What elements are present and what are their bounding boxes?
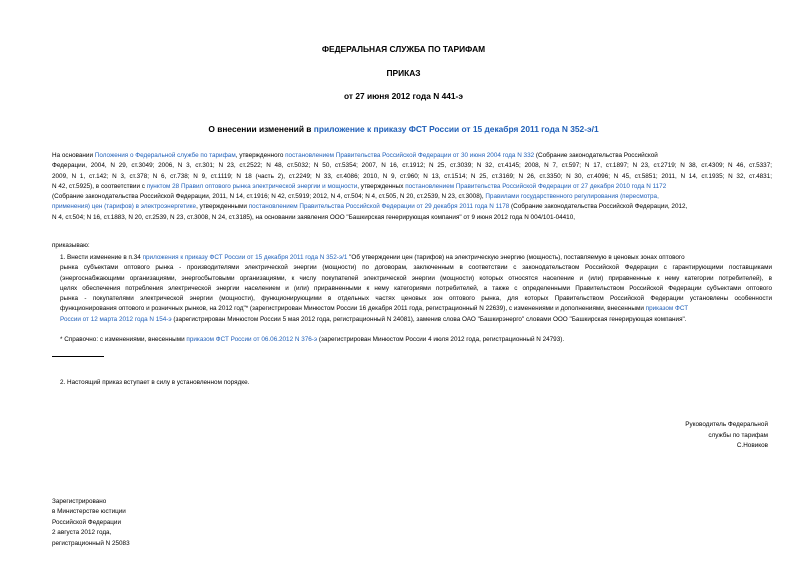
text: N 42, ст.5925), в соответствии с [52, 182, 147, 190]
text: "Об утверждении цен (тарифов) на электрическую энергию (мощность), поставляемую в ценовых зонах оптового [347, 254, 685, 261]
text: (Собрание законодательства Российской Федерации, 2011, N 14, ст.1916; N 42, ст.5919; 2012, N 4, ст.504; N 4, ст.505, N 20, ст.2539, N 23, ст.3008), [52, 193, 486, 201]
doc-type-heading: ПРИКАЗ [386, 68, 421, 78]
preamble-line-7: N 4, ст.504; N 16, ст.1883, N 20, ст.2539, N 23, ст.3008, N 24, ст.3185), на основании заявления ООО "Башкирская генерирующая компания" от 9 июня 2012 года N 004/101-04410, [52, 213, 575, 221]
doc-date: от 27 июня 2012 года N 441-э [344, 91, 463, 101]
text: , утвержденных [357, 182, 406, 190]
org-heading: ФЕДЕРАЛЬНАЯ СЛУЖБА ПО ТАРИФАМ [321, 44, 486, 54]
item-1-line-3: (энергоснабжающими организациями, энергосбытовыми организациями, к числу покупателей электрической энергии (мощности) которых относятся население и (или) приравненные к нему категории потребителей), в [60, 274, 772, 282]
link-order-154-cont[interactable]: России от 12 марта 2012 года N 154-э [60, 315, 172, 323]
item-1-line-2: рынка субъектами оптового рынка - производителями электрической энергии (мощности) по договорам, заключенным в соответствии с законодательством Российской Федерации с гарантирующими поставщиками [60, 264, 772, 272]
signature-line-2: службы по тарифам [708, 431, 768, 439]
registration-line-2: в Министерстве юстиции [52, 508, 126, 516]
footnote-divider [52, 356, 104, 357]
footnote [60, 336, 564, 343]
signature-name: С.Новиков [736, 442, 768, 449]
registration-line-5: регистрационный N 25083 [52, 539, 130, 547]
preamble-line-3: 2009, N 1, ст.142; N 3, ст.378; N 6, ст.738; N 9, ст.1119; N 18 (часть 2), ст.2249; N 33, ст.4086; 2010, N 9, ст.960; N 13, ст.1514; N 25, ст.3169; N 26, ст.3350; N 30, ст.4096; N 45, ст.5851; 2011, N 14, ст.1935; N 32, ст.4831; [52, 172, 772, 180]
signature-block [648, 420, 768, 452]
item-1-line-4: целях обеспечения потребления электрической энергии населением и (или) приравненными к нему категориями потребителей, а также с определенными Правительством Российской Федерации субъектами оптового [60, 284, 772, 292]
text: На основании [52, 152, 95, 159]
registration-line-4: 2 августа 2012 года, [52, 529, 112, 537]
link-rules-p28[interactable]: пунктом 28 Правил оптового рынка электрической энергии и мощности [146, 182, 358, 190]
text: (зарегистрирован Минюстом России 4 июля 2012 года, регистрационный N 24793). [317, 336, 565, 343]
registration-line-3: Российской Федерации [52, 518, 121, 526]
text: (зарегистрирован Минюстом России 5 мая 2012 года, регистрационный N 24081), заменив слова ОАО "Башкирэнерго" словами ООО "Башкирская генерирующая компания". [171, 315, 687, 323]
link-annex-352[interactable]: приложения к приказу ФСТ России от 15 декабря 2011 года N 352-э/1 [142, 254, 348, 261]
item-1-line-1 [60, 253, 772, 263]
text: 1. Внести изменение в п.34 [60, 254, 143, 261]
item-1-paragraph [60, 253, 772, 325]
link-order-154[interactable]: приказом ФСТ [645, 305, 689, 313]
doc-title-link[interactable]: приложение к приказу ФСТ России от 15 декабря 2011 года N 352-э/1 [313, 124, 599, 134]
item-1-line-7 [60, 315, 772, 325]
text: (Собрание законодательства Российской [534, 152, 658, 159]
link-regulation-fst[interactable]: Положения о Федеральной службе по тарифам [94, 152, 236, 159]
link-pricing-rules-cont[interactable]: применения) цен (тарифов) в электроэнергетике [52, 203, 197, 211]
item-2-paragraph: 2. Настоящий приказ вступает в силу в установленном порядке. [60, 379, 250, 386]
order-word: приказываю: [52, 242, 90, 249]
doc-title-prefix: О внесении изменений в [208, 124, 314, 134]
preamble-line-1 [52, 151, 772, 161]
link-order-376[interactable]: приказом ФСТ России от 06.06.2012 N 376-э [186, 336, 318, 343]
registration-line-1: Зарегистрировано [52, 498, 107, 505]
text: , утвержденного [235, 152, 286, 159]
item-1-line-5: рынка - покупателями электрической энергии (мощности), функционирующими в отдельных частях ценовых зон оптового рынка, для которых Правительством Российской Федерации установлены особенности [60, 295, 772, 303]
item-1-line-6 [60, 304, 772, 314]
registration-block [52, 497, 130, 549]
preamble-paragraph [52, 151, 772, 223]
preamble-line-2: Федерации, 2004, N 29, ст.3049; 2006, N 3, ст.301; N 23, ст.2522; N 48, ст.5032; N 50, ст.5354; 2007, N 16, ст.1912; N 25, ст.3039; N 32, ст.4145; 2008, N 7, ст.597; N 17, ст.1897; N 23, ст.2719; N 38, ст.4309; N 46, ст.5337; [52, 162, 772, 170]
signature-line-1: Руководитель Федеральной [685, 421, 768, 428]
text: (Собрание законодательства Российской Федерации, 2012, [509, 203, 688, 211]
preamble-line-4 [52, 182, 772, 192]
link-decree-1178[interactable]: постановлением Правительства Российской Федерации от 29 декабря 2011 года N 1178 [248, 203, 510, 211]
link-pricing-rules[interactable]: Правилами государственного регулирования (пересмотра, [485, 193, 659, 201]
text: функционирования оптового и розничных рынков, на 2012 год"* (зарегистрирован Минюстом России 16 декабря 2011 года, регистрационный N 22639), с изменениями и дополнениями, внесенными [60, 305, 646, 313]
preamble-line-6 [52, 202, 772, 212]
doc-title [0, 124, 807, 134]
preamble-line-5 [52, 192, 772, 202]
text: , утвержденными [196, 203, 249, 211]
link-decree-1172[interactable]: постановлением Правительства Российской Федерации от 27 декабря 2010 года N 1172 [405, 182, 667, 190]
text: * Справочно: с изменениями, внесенными [60, 336, 187, 343]
link-decree-332[interactable]: постановлением Правительства Российской Федерации от 30 июня 2004 года N 332 [285, 152, 535, 159]
